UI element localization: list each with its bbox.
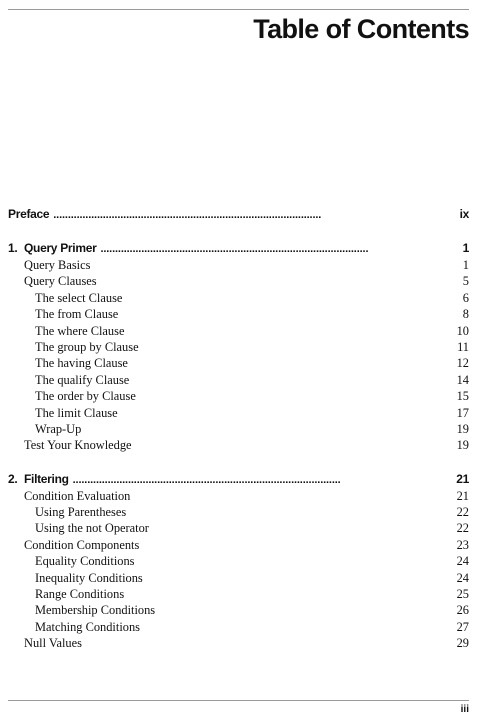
toc-entry-label: Null Values	[24, 636, 82, 651]
toc-entry-label: Using Parentheses	[35, 505, 127, 520]
toc-entry-page: 23	[456, 537, 469, 552]
toc-entry-label: Range Conditions	[35, 587, 125, 602]
chapter-page: 21	[456, 471, 469, 486]
toc-entry[interactable]	[8, 405, 469, 421]
toc-entry-page: 5	[462, 274, 469, 289]
toc-entry-page: 12	[456, 356, 469, 371]
toc-entry-page: 17	[456, 405, 469, 420]
toc-entry-page: 24	[456, 570, 469, 585]
toc-entry-label: The select Clause	[35, 290, 123, 305]
toc-entry[interactable]	[8, 372, 469, 388]
toc-entry-page: 19	[456, 438, 469, 453]
toc-entry[interactable]	[8, 553, 469, 569]
toc-entry-label: The having Clause	[35, 356, 128, 371]
chapter-page: 1	[462, 241, 469, 255]
toc-entry[interactable]	[8, 537, 469, 553]
toc-entry[interactable]	[8, 257, 469, 273]
toc-entry[interactable]	[8, 570, 469, 586]
toc-entry[interactable]	[8, 488, 469, 504]
toc-entry-label: The qualify Clause	[35, 372, 130, 387]
toc-entry-label: Membership Conditions	[35, 603, 156, 618]
toc-entry-label: The where Clause	[35, 323, 125, 338]
toc-entry-label: Inequality Conditions	[35, 570, 143, 585]
toc-entry-label: The from Clause	[35, 307, 119, 322]
toc-entry-page: 29	[456, 636, 469, 651]
toc-entry-page: 1	[462, 258, 469, 272]
toc-entry-label: Condition Components	[24, 537, 140, 552]
toc-entry-page: 8	[462, 307, 469, 322]
top-rule	[8, 9, 469, 10]
toc-entry-label: Using the not Operator	[35, 521, 149, 536]
chapter-title: Filtering	[24, 471, 69, 486]
toc-entry[interactable]	[8, 421, 469, 437]
toc-entry[interactable]	[8, 504, 469, 520]
toc-entry-page: 26	[456, 603, 469, 618]
toc-entry-label: Matching Conditions	[35, 619, 140, 634]
chapter-title: Query Primer	[24, 241, 97, 255]
toc-chapter-1[interactable]	[8, 239, 469, 257]
toc-chapter-2[interactable]	[8, 470, 469, 488]
toc-entry[interactable]	[8, 586, 469, 602]
toc-entry[interactable]	[8, 339, 469, 355]
chapter-number: 2.	[8, 471, 18, 486]
toc-entry[interactable]	[8, 602, 469, 618]
dot-leader	[53, 206, 455, 224]
toc-entry[interactable]	[8, 273, 469, 289]
toc-entry-page: ix	[459, 207, 469, 221]
toc-entry[interactable]	[8, 323, 469, 339]
toc-entry-label: The limit Clause	[35, 405, 118, 420]
toc-entry-label: Condition Evaluation	[24, 488, 131, 503]
toc-entry-page: 19	[456, 421, 469, 436]
toc-entry-page: 22	[456, 521, 469, 536]
toc-entry-preface[interactable]	[8, 205, 469, 223]
dot-leader	[73, 471, 453, 489]
bottom-rule	[8, 700, 469, 701]
toc-entry-page: 10	[456, 323, 469, 338]
page-number: iii	[460, 704, 469, 715]
toc-entry-page: 25	[456, 587, 469, 602]
toc-entry-label: The order by Clause	[35, 389, 136, 404]
page-title: Table of Contents	[253, 14, 469, 44]
toc-entry-label: Test Your Knowledge	[24, 438, 132, 453]
toc-entry-page: 27	[456, 619, 469, 634]
toc-entry[interactable]	[8, 306, 469, 322]
toc-entry[interactable]	[8, 355, 469, 371]
toc-entry-page: 22	[456, 505, 469, 520]
toc-entry[interactable]	[8, 388, 469, 404]
toc-entry-label: Equality Conditions	[35, 554, 135, 569]
toc-entry-label: Wrap-Up	[35, 421, 82, 436]
toc-entry-page: 21	[456, 488, 469, 503]
toc-entry[interactable]	[8, 437, 469, 453]
toc-entry-label: Preface	[8, 207, 50, 221]
toc-entry-page: 15	[456, 389, 469, 404]
toc-entry-page: 24	[456, 554, 469, 569]
toc-entry-page: 11	[457, 339, 469, 354]
table-of-contents	[8, 205, 469, 652]
toc-entry-label: Query Clauses	[24, 274, 97, 289]
dot-leader	[100, 240, 458, 258]
toc-entry-label: The group by Clause	[35, 339, 139, 354]
toc-entry[interactable]	[8, 635, 469, 651]
toc-entry-page: 6	[462, 290, 469, 305]
toc-entry[interactable]	[8, 520, 469, 536]
chapter-number: 1.	[8, 241, 18, 255]
toc-entry[interactable]	[8, 619, 469, 635]
toc-entry-page: 14	[456, 372, 469, 387]
toc-entry-label: Query Basics	[24, 258, 91, 272]
toc-entry[interactable]	[8, 290, 469, 306]
